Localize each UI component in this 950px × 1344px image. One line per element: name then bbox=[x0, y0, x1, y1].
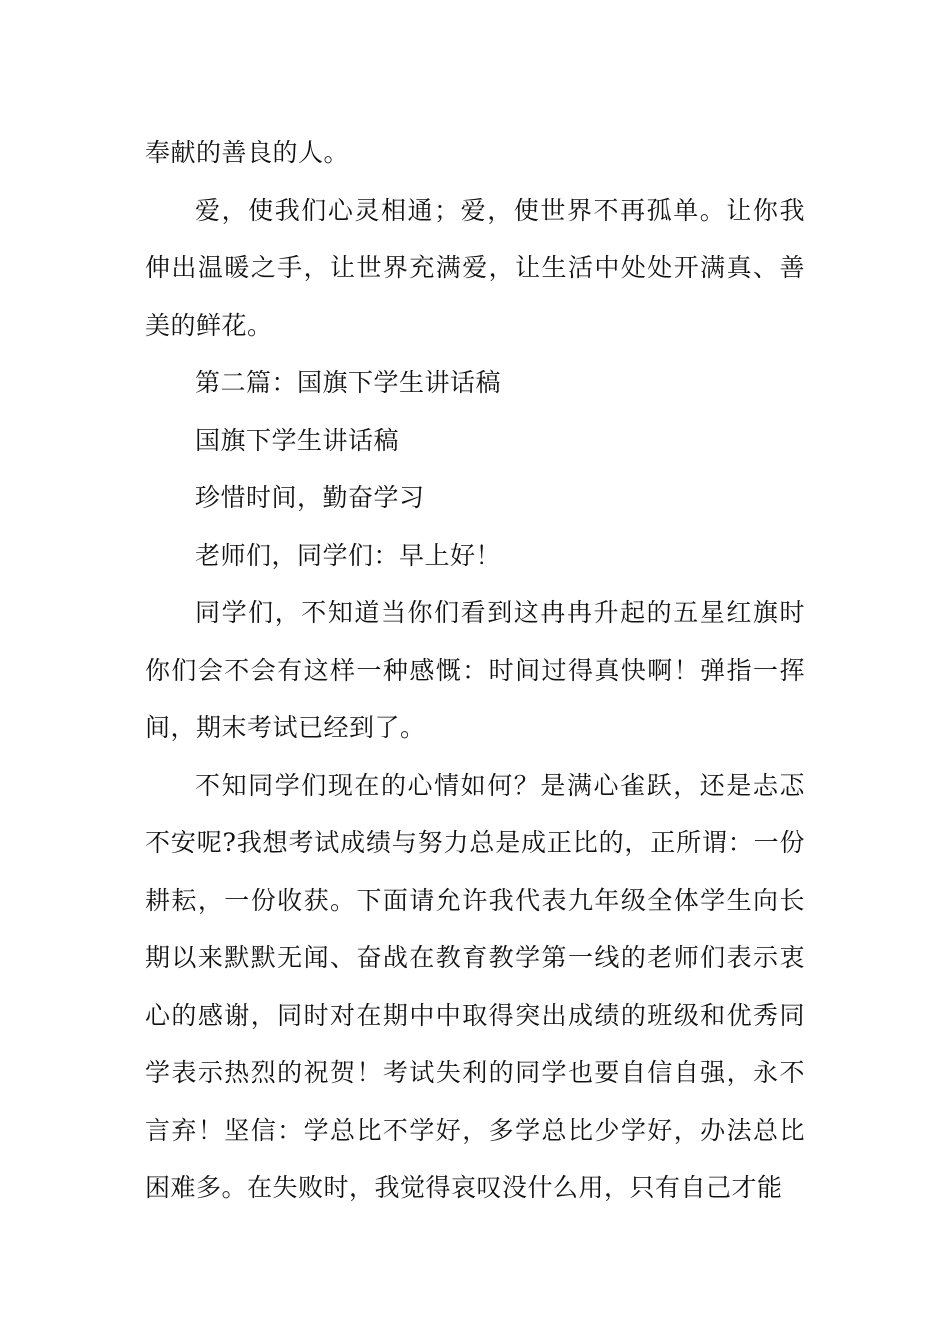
paragraph: 奉献的善良的人。 bbox=[145, 138, 350, 167]
section-heading: 第二篇：国旗下学生讲话稿 bbox=[195, 368, 502, 397]
document-body bbox=[145, 124, 805, 1217]
paragraph: 同学们，不知道当你们看到这冉冉升起的五星红旗时你们会不会有这样一种感慨：时间过得真快啊！弹指一挥间，期末考试已经到了。 bbox=[145, 598, 805, 742]
paragraph: 爱，使我们心灵相通；爱，使世界不再孤单。让你我伸出温暖之手，让世界充满爱，让生活中处处开满真、善美的鲜花。 bbox=[145, 195, 805, 340]
speech-title: 国旗下学生讲话稿 bbox=[195, 425, 400, 455]
greeting: 老师们，同学们：早上好！ bbox=[195, 540, 502, 570]
speech-subtitle: 珍惜时间，勤奋学习 bbox=[195, 483, 425, 512]
paragraph: 不知同学们现在的心情如何？是满心雀跃，还是忐忑不安呢?我想考试成绩与努力总是成正比的，正所谓：一份耕耘，一份收获。下面请允许我代表九年级全体学生向长期以来默默无闻、奋战在教育教学第一线的老师们表示衷心的感谢，同时对在期中中取得突出成绩的班级和优秀同学表示热烈的祝贺！考试失利的同学也要自信自强，永不言弃！坚信：学总比不学好，多学总比少学好，办法总比困难多。在失败时，我觉得哀叹没什么用，只有自己才能 bbox=[145, 770, 805, 1202]
